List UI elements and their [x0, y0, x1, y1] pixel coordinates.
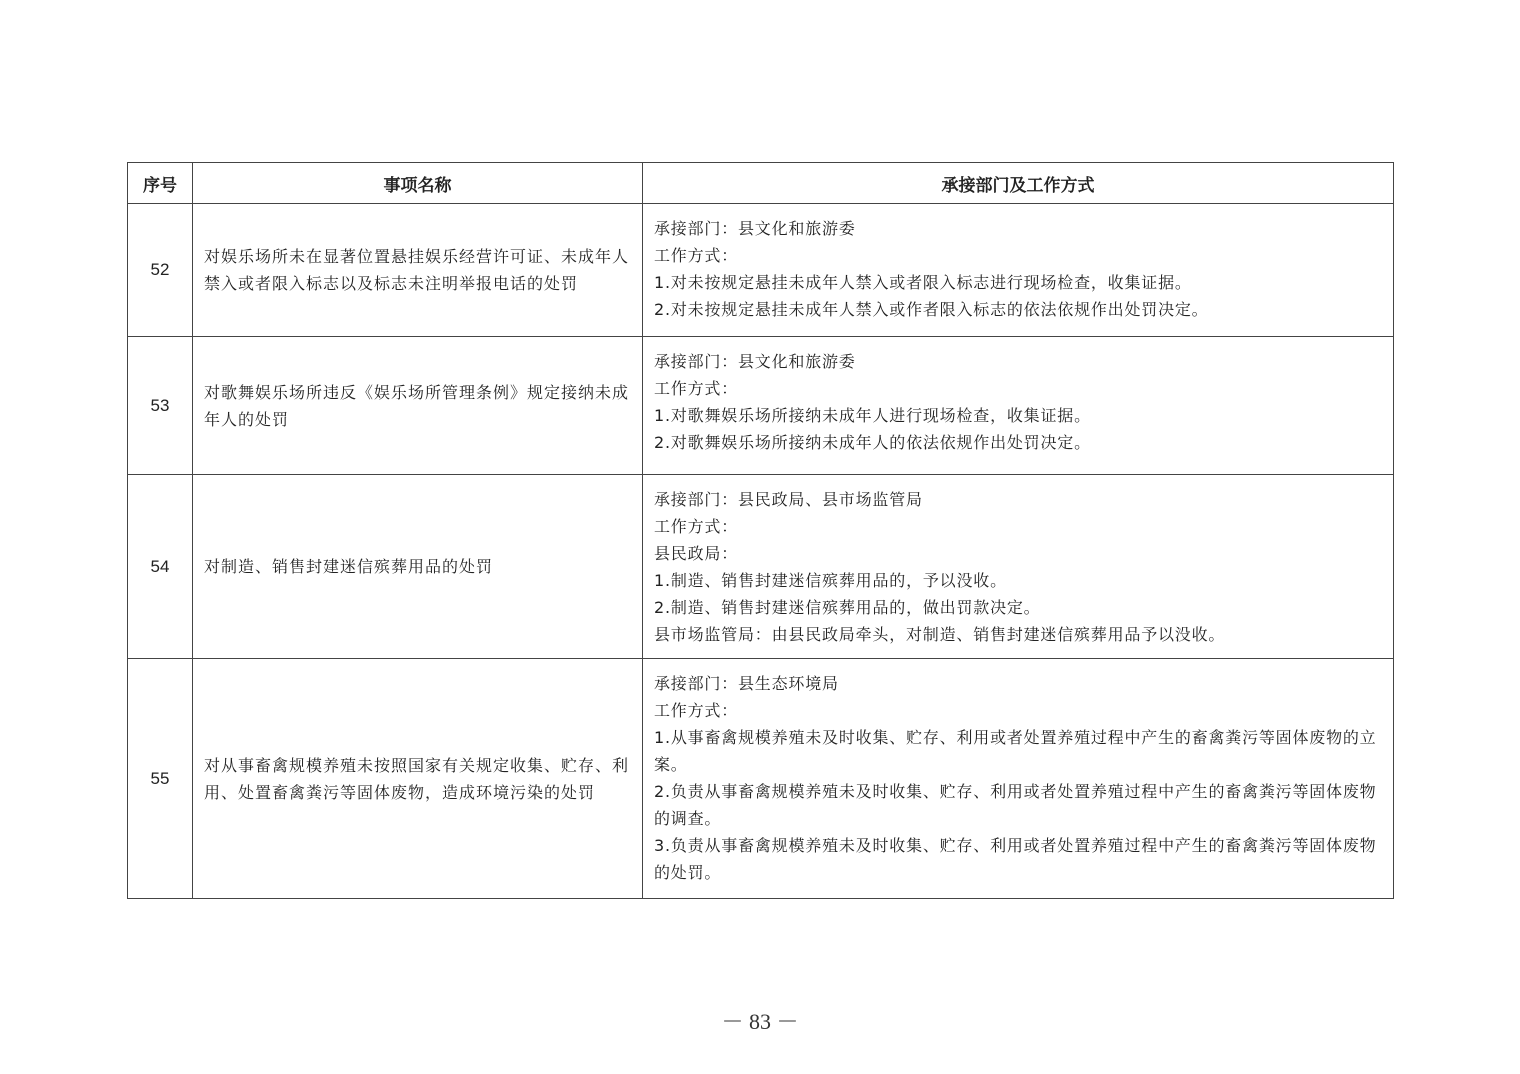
method-line: 承接部门：县生态环境局	[654, 674, 839, 693]
method-line: 工作方式：	[654, 379, 739, 398]
row-serial-no: 53	[128, 337, 193, 475]
table-header-row	[128, 163, 1394, 204]
row-matter-name: 对娱乐场所未在显著位置悬挂娱乐经营许可证、未成年人禁入或者限入标志以及标志未注明举报电话的处罚	[193, 204, 643, 337]
table-row	[128, 204, 1394, 337]
method-line: 县市场监管局：由县民政局牵头，对制造、销售封建迷信殡葬用品予以没收。	[654, 625, 1226, 644]
row-department-and-method	[643, 204, 1394, 337]
row-department-and-method	[643, 337, 1394, 475]
method-line: 1.从事畜禽规模养殖未及时收集、贮存、利用或者处置养殖过程中产生的畜禽粪污等固体废物的立案。	[654, 728, 1377, 774]
row-matter-name: 对从事畜禽规模养殖未按照国家有关规定收集、贮存、利用、处置畜禽粪污等固体废物，造成环境污染的处罚	[193, 659, 643, 899]
row-serial-no: 55	[128, 659, 193, 899]
row-serial-no: 54	[128, 475, 193, 659]
method-line: 2.负责从事畜禽规模养殖未及时收集、贮存、利用或者处置养殖过程中产生的畜禽粪污等固体废物的调查。	[654, 782, 1377, 828]
method-line: 2.对歌舞娱乐场所接纳未成年人的依法依规作出处罚决定。	[654, 433, 1091, 452]
row-matter-name: 对制造、销售封建迷信殡葬用品的处罚	[193, 475, 643, 659]
row-serial-no: 52	[128, 204, 193, 337]
method-line: 3.负责从事畜禽规模养殖未及时收集、贮存、利用或者处置养殖过程中产生的畜禽粪污等固体废物的处罚。	[654, 836, 1377, 882]
method-line: 承接部门：县文化和旅游委	[654, 219, 856, 238]
header-department-and-method: 承接部门及工作方式	[643, 163, 1394, 204]
table-row	[128, 337, 1394, 475]
method-line: 县民政局：	[654, 544, 739, 563]
method-line: 1.对未按规定悬挂未成年人禁入或者限入标志进行现场检查，收集证据。	[654, 273, 1192, 292]
method-line: 工作方式：	[654, 517, 739, 536]
header-serial-no: 序号	[128, 163, 193, 204]
header-matter-name: 事项名称	[193, 163, 643, 204]
method-line: 承接部门：县民政局、县市场监管局	[654, 490, 923, 509]
row-matter-name: 对歌舞娱乐场所违反《娱乐场所管理条例》规定接纳未成年人的处罚	[193, 337, 643, 475]
method-line: 1.制造、销售封建迷信殡葬用品的，予以没收。	[654, 571, 1007, 590]
method-line: 2.制造、销售封建迷信殡葬用品的，做出罚款决定。	[654, 598, 1041, 617]
method-line: 承接部门：县文化和旅游委	[654, 352, 856, 371]
method-line: 1.对歌舞娱乐场所接纳未成年人进行现场检查，收集证据。	[654, 406, 1091, 425]
matters-table	[127, 162, 1394, 899]
row-department-and-method	[643, 475, 1394, 659]
table-row	[128, 659, 1394, 899]
method-line: 2.对未按规定悬挂未成年人禁入或作者限入标志的依法依规作出处罚决定。	[654, 300, 1209, 319]
method-line: 工作方式：	[654, 246, 739, 265]
table-row	[128, 475, 1394, 659]
method-line: 工作方式：	[654, 701, 739, 720]
row-department-and-method	[643, 659, 1394, 899]
page-number: － 83 －	[721, 1009, 799, 1034]
